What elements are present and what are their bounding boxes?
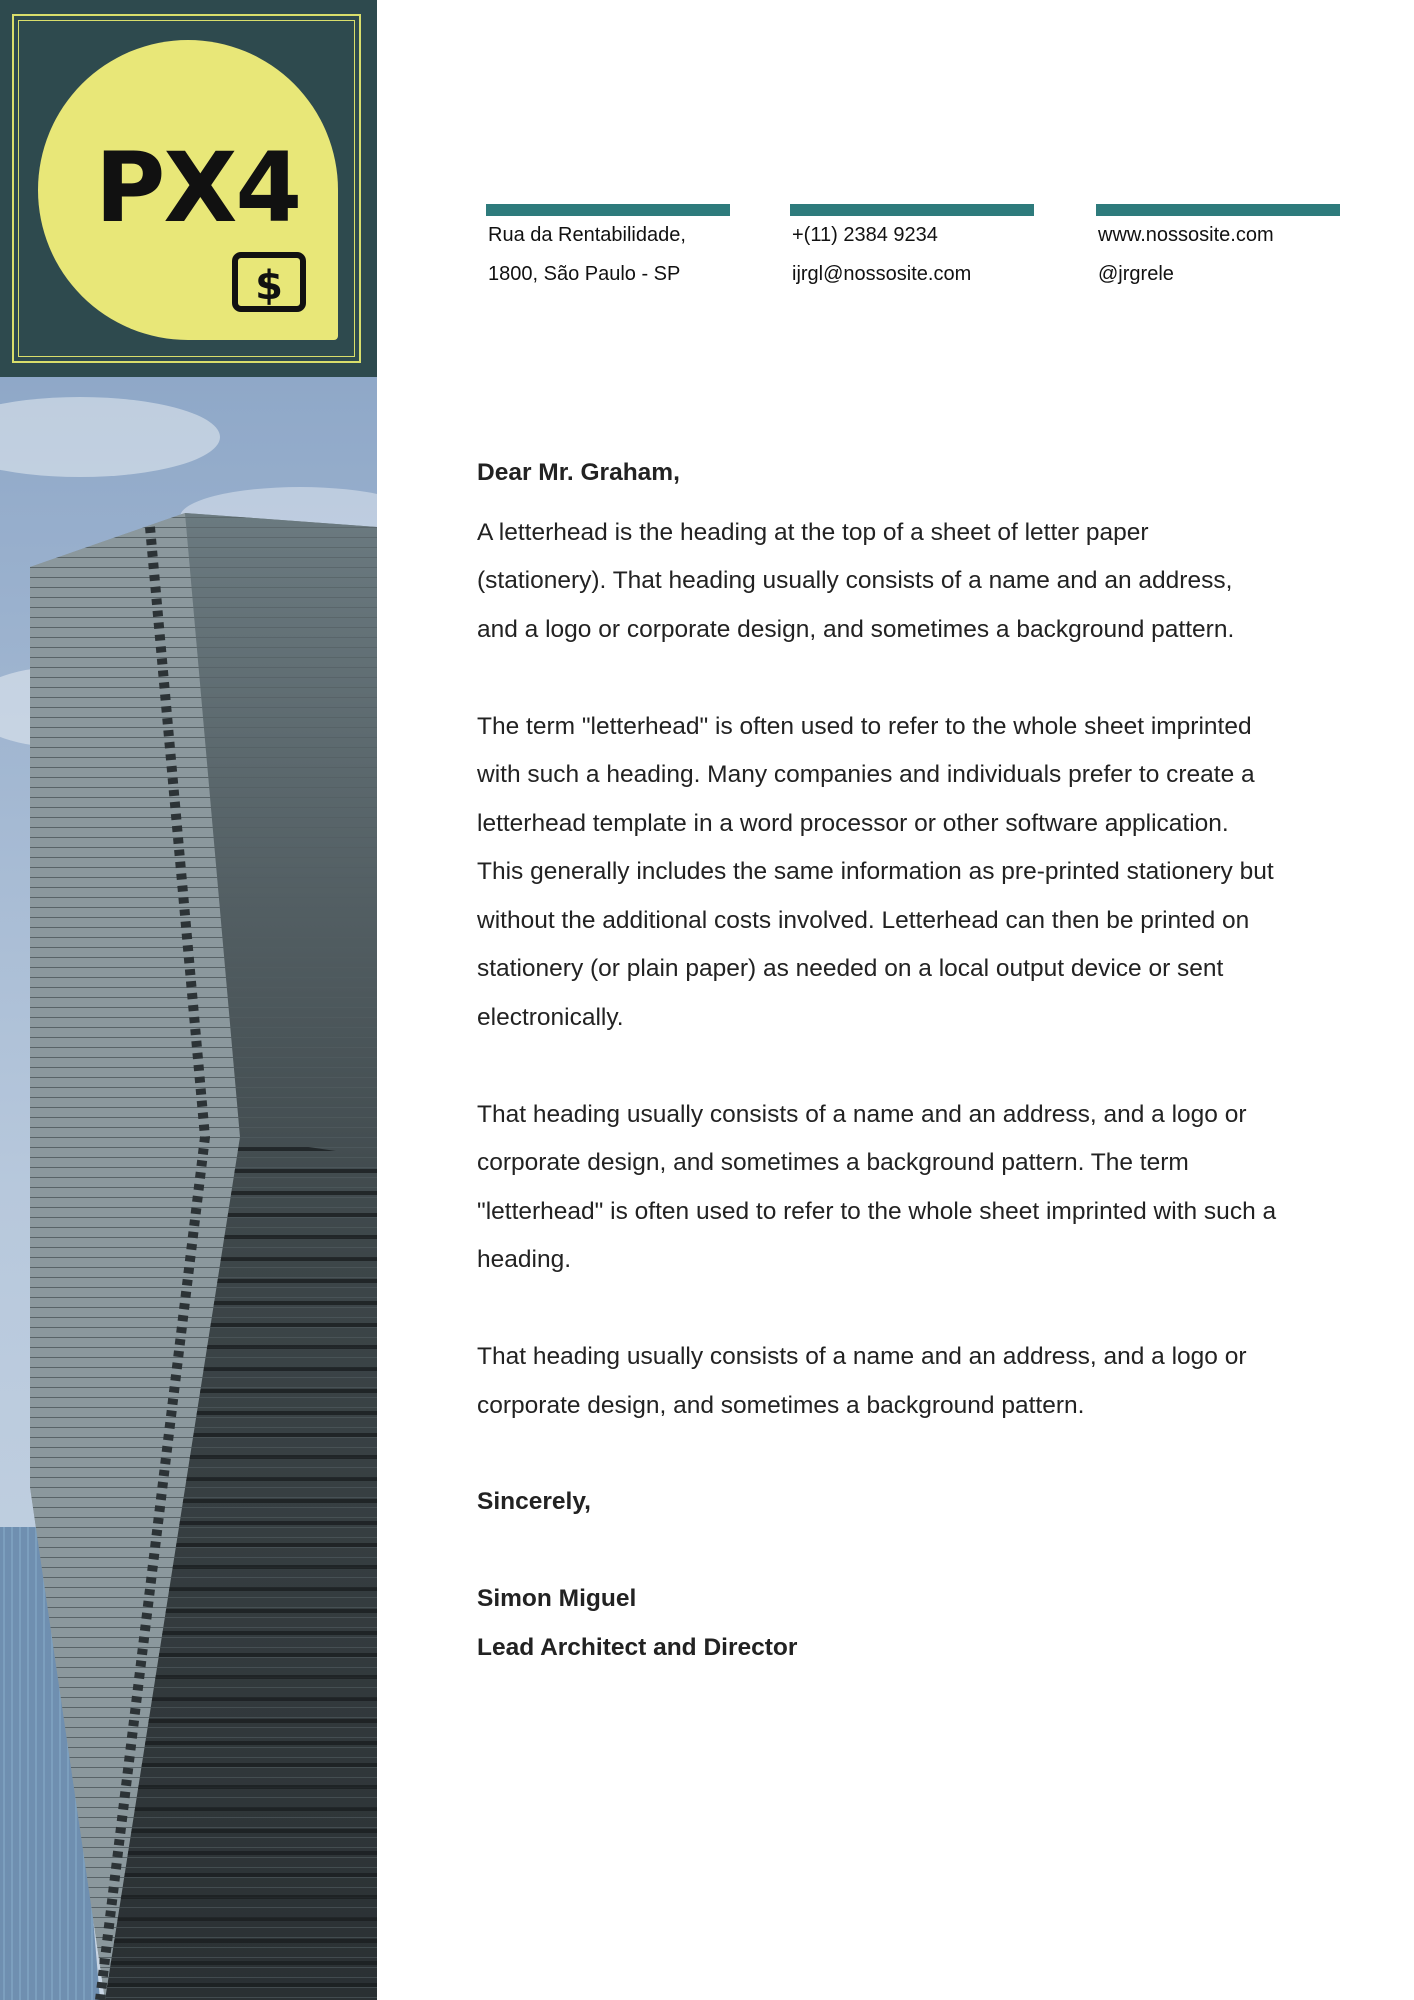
contact-web-social <box>1096 204 1340 294</box>
letter-body <box>477 449 1277 1672</box>
signer-name: Simon Miguel <box>477 1585 637 1612</box>
address-line-2: 1800, São Paulo - SP <box>488 263 681 285</box>
contact-address <box>486 204 730 294</box>
website: www.nossosite.com <box>1098 224 1274 246</box>
contact-phone-email <box>790 204 1034 294</box>
accent-bar <box>790 204 1034 216</box>
greeting: Dear Mr. Graham, <box>477 459 680 486</box>
closing: Sincerely, <box>477 1488 591 1515</box>
skyscraper-photo <box>0 377 377 2000</box>
paragraph-4: That heading usually consists of a name and an address, and a logo or corporate design, and sometimes a background pattern. <box>477 1343 1247 1419</box>
sidebar <box>0 0 377 2000</box>
signer-title: Lead Architect and Director <box>477 1633 798 1661</box>
logo-block <box>0 0 377 377</box>
svg-text:$: $ <box>255 263 283 309</box>
accent-bar <box>486 204 730 216</box>
dollar-sign-icon <box>232 252 306 312</box>
accent-bar <box>1096 204 1340 216</box>
paragraph-1: A letterhead is the heading at the top of a sheet of letter paper (stationery). That heading usually consists of a name and an address, and a logo or corporate design, and sometimes a background pattern. <box>477 518 1235 643</box>
address-line-1: Rua da Rentabilidade, <box>488 224 686 246</box>
paragraph-2: The term "letterhead" is often used to refer to the whole sheet imprinted with such a heading. Many companies and individuals prefer to create a letterhead template in a word processor or other software application. This generally includes the same information as pre-printed stationery but without the additional costs involved. Letterhead can then be printed on stationery (or plain paper) as needed on a local output device or sent electronically. <box>477 712 1274 1031</box>
logo-text: PX4 <box>95 132 301 244</box>
email-address: ijrgl@nossosite.com <box>792 263 972 285</box>
social-handle: @jrgrele <box>1098 263 1174 285</box>
paragraph-3: That heading usually consists of a name and an address, and a logo or corporate design, and sometimes a background pattern. The term "letterhead" is often used to refer to the whole sheet imprinted with such a heading. <box>477 1100 1277 1273</box>
phone-number: +(11) 2384 9234 <box>792 224 938 246</box>
